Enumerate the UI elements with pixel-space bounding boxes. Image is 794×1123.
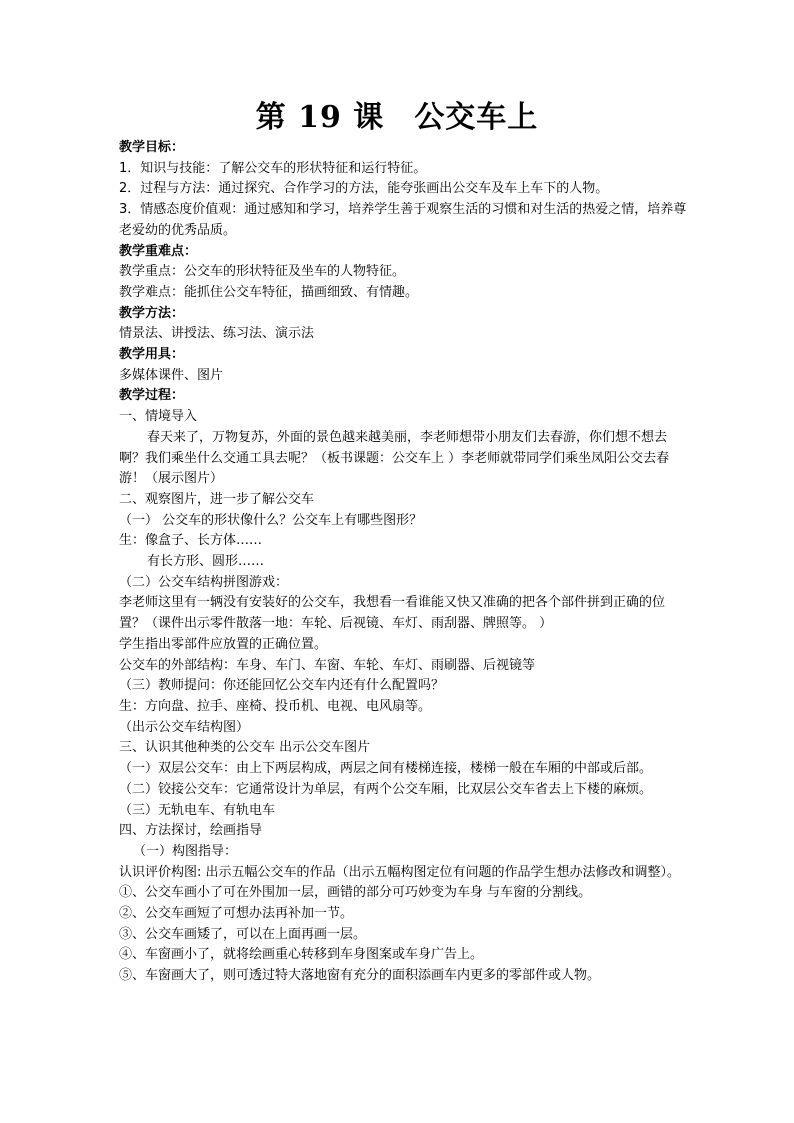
section-title: 一、情境导入 (119, 409, 198, 425)
question: （二）公交车结构拼图游戏： (119, 574, 289, 590)
section-title: 四、方法探讨，绘画指导 (119, 823, 263, 839)
section-title: 三、认识其他种类的公交车 出示公交车图片 (119, 740, 371, 756)
answer: 生：像盒子、长方体…… (119, 533, 263, 549)
difficult-point: 教学难点：能抓住公交车特征，描画细致、有情趣。 (119, 284, 419, 300)
paragraph: （出示公交车结构图） (119, 719, 250, 735)
heading-goals: 教学目标： (119, 140, 185, 155)
answer: 生：方向盘、拉手、座椅、投币机、电视、电风扇等。 (119, 698, 432, 714)
list-item: （一）双层公交车：由上下两层构成，两层之间有楼梯连接，楼梯一般在车厢的中部或后部。 (119, 761, 653, 777)
heading-process: 教学过程： (119, 388, 185, 404)
list-item: （二）铰接公交车：它通常设计为单层，有两个公交车厢，比双层公交车省去上下楼的麻烦。 (119, 781, 653, 797)
list-item: ②、公交车画短了可想办法再补加一节。 (119, 906, 354, 922)
paragraph: 学生指出零部件应放置的正确位置。 (119, 636, 328, 652)
lesson-title (0, 96, 794, 140)
heading-tools: 教学用具： (119, 347, 185, 363)
document-body (119, 138, 689, 987)
list-item: ③、公交车画矮了，可以在上面再画一层。 (119, 926, 367, 942)
paragraph: 李老师这里有一辆没有安装好的公交车，我想看一看谁能又快又准确的把各个部件拼到正确的位置？（课件出示零件散落一地：车轮、后视镜、车灯、雨刮器、牌照等。 ） (119, 595, 666, 632)
question: （一） 公交车的形状像什么？公交车上有哪些图形？ (119, 512, 423, 528)
list-item: ④、车窗画小了，就将绘画重心转移到车身图案或车身广告上。 (119, 947, 484, 963)
list-item: ⑤、车窗画大了，则可透过特大落地窗有充分的面积添画车内更多的零部件或人物。 (119, 968, 601, 984)
section-title: 二、观察图片，进一步了解公交车 (119, 491, 315, 507)
heading-key-points: 教学重难点： (119, 243, 198, 259)
lesson-name: 公交车上 (414, 100, 539, 135)
goal-item: 1．知识与技能：了解公交车的形状特征和运行特征。 (119, 160, 427, 176)
list-item: ①、公交车画小了可在外围加一层，画错的部分可巧妙变为车身 与车窗的分割线。 (119, 885, 592, 901)
answer: 有长方形、圆形…… (147, 554, 265, 570)
heading-methods: 教学方法： (119, 305, 185, 321)
tools-text: 多媒体课件、图片 (119, 367, 224, 383)
paragraph: 公交车的外部结构：车身、车门、车窗、车轮、车灯、雨刷器、后视镜等 (119, 657, 536, 673)
paragraph: 认识评价构图: 出示五幅公交车的作品（出示五幅构图定位有问题的作品学生想办法修改和调整）。 (119, 864, 681, 880)
list-item: （三）无轨电车、有轨电车 (119, 802, 276, 818)
goal-item: 2．过程与方法：通过探究、合作学习的方法，能夸张画出公交车及车上车下的人物。 (119, 181, 609, 197)
key-point: 教学重点：公交车的形状特征及坐车的人物特征。 (119, 264, 406, 280)
question: （三）教师提问：你还能回忆公交车内还有什么配置吗？ (119, 678, 445, 694)
paragraph: 春天来了，万物复苏，外面的景色越来越美丽，李老师想带小朋友们去春游，你们想不想去啊？我们乘坐什么交通工具去呢？（板书课题：公交车上 ）李老师就带同学们乘坐凤阳公交去春游！（展示图片） (119, 429, 670, 487)
sub-title: （一）构图指导： (133, 843, 238, 859)
goal-item: 3．情感态度价值观：通过感知和学习，培养学生善于观察生活的习惯和对生活的热爱之情，培养尊老爱幼的优秀品质。 (119, 202, 687, 238)
methods-text: 情景法、讲授法、练习法、演示法 (119, 326, 315, 342)
lesson-number: 第 19 课 (255, 100, 385, 135)
